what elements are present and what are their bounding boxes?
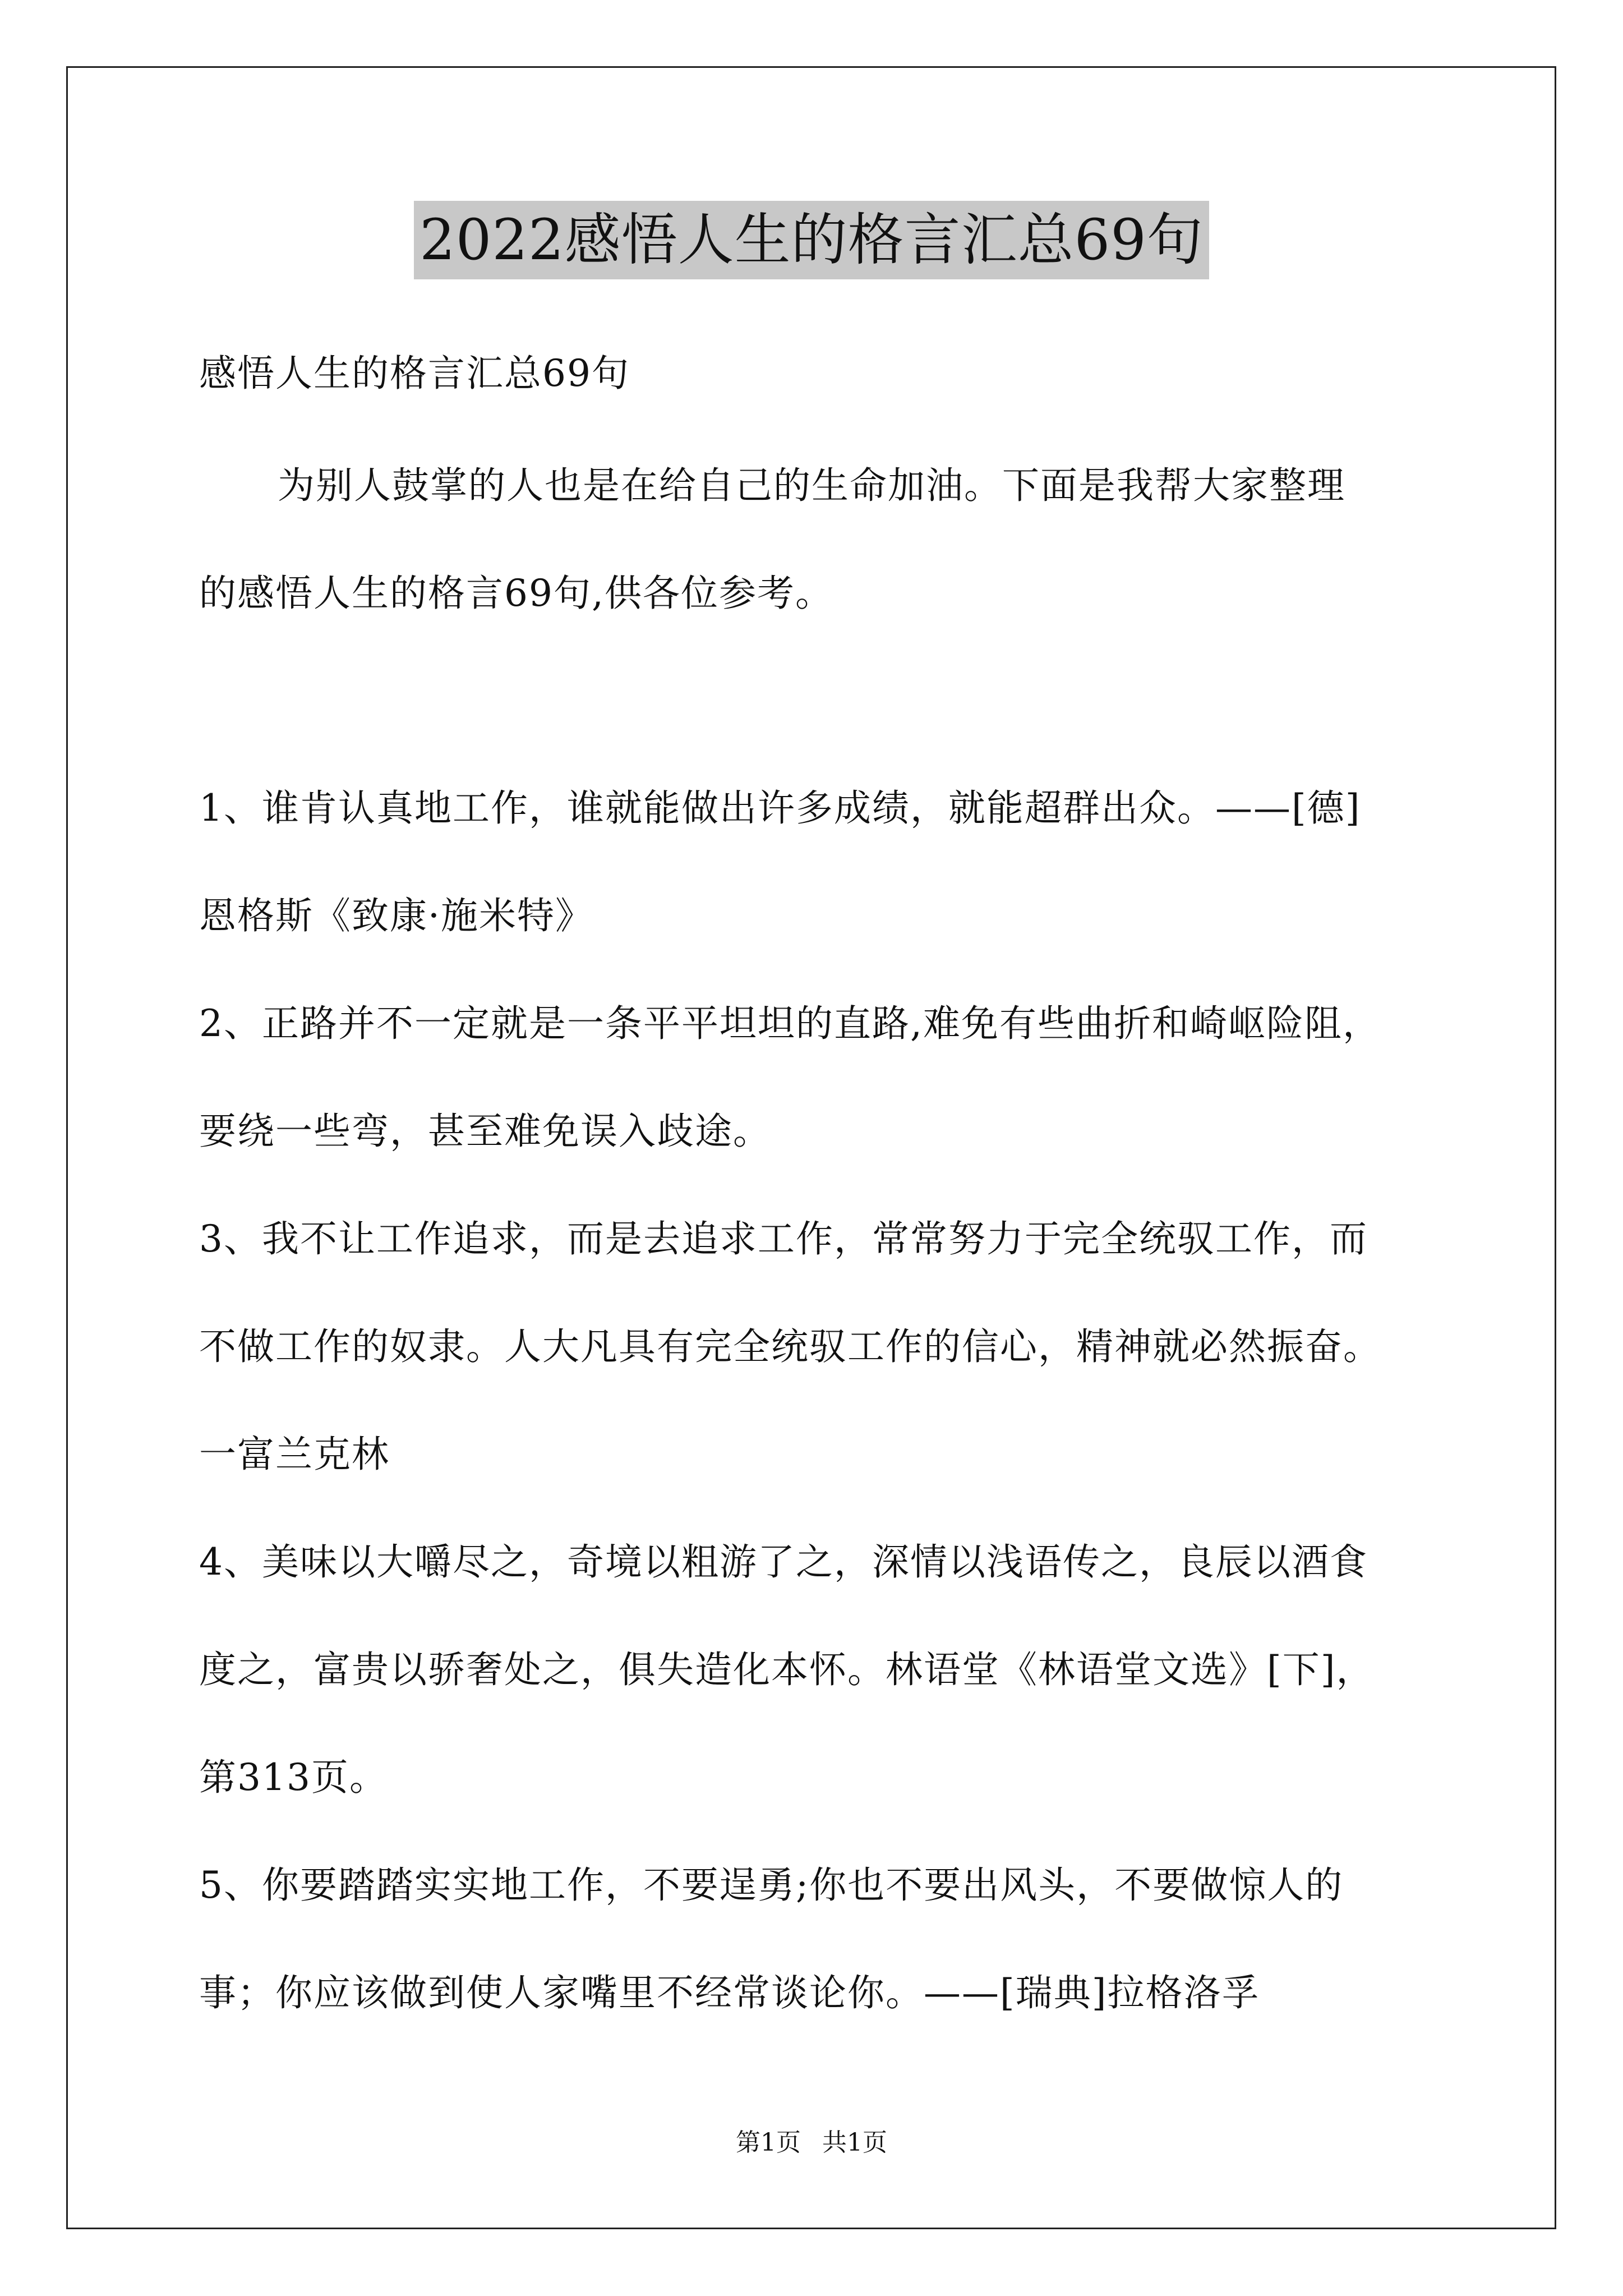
- page-number-current: 第1页: [736, 2128, 801, 2157]
- page-number-total: 共1页: [822, 2128, 887, 2157]
- quote-line: 不做工作的奴隶。人大凡具有完全统驭工作的信心，精神就必然振奋。: [199, 1325, 1381, 1368]
- page-footer: [0, 2126, 1623, 2160]
- quote-line: 第313页。: [199, 1756, 388, 1799]
- quote-line: 2、正路并不一定就是一条平平坦坦的直路,难免有些曲折和崎岖险阻，: [199, 1002, 1381, 1045]
- quote-line: 一富兰克林: [199, 1433, 390, 1476]
- document-subtitle: 感悟人生的格言汇总69句: [199, 352, 630, 395]
- quote-line: 恩格斯《致康·施米特》: [199, 894, 593, 937]
- quote-line: 4、美味以大嚼尽之，奇境以粗游了之，深情以浅语传之，良辰以酒食: [199, 1540, 1368, 1584]
- title-container: [0, 201, 1623, 279]
- quote-line: 度之，富贵以骄奢处之，俱失造化本怀。林语堂《林语堂文选》[下]，: [199, 1648, 1375, 1691]
- intro-line-2: 的感悟人生的格言69句,供各位参考。: [199, 572, 833, 615]
- quote-line: 5、你要踏踏实实地工作，不要逞勇;你也不要出风头，不要做惊人的: [199, 1864, 1344, 1907]
- quote-line: 事；你应该做到使人家嘴里不经常谈论你。——[瑞典]拉格洛孚: [199, 1971, 1260, 2014]
- quote-line: 3、我不让工作追求，而是去追求工作，常常努力于完全统驭工作，而: [199, 1217, 1368, 1260]
- quote-line: 要绕一些弯，甚至难免误入歧途。: [199, 1110, 771, 1153]
- document-title: 2022感悟人生的格言汇总69句: [414, 201, 1209, 279]
- intro-line-1: 为别人鼓掌的人也是在给自己的生命加油。下面是我帮大家整理: [278, 464, 1345, 507]
- quote-line: 1、谁肯认真地工作，谁就能做出许多成绩，就能超群出众。——[德]: [199, 786, 1361, 830]
